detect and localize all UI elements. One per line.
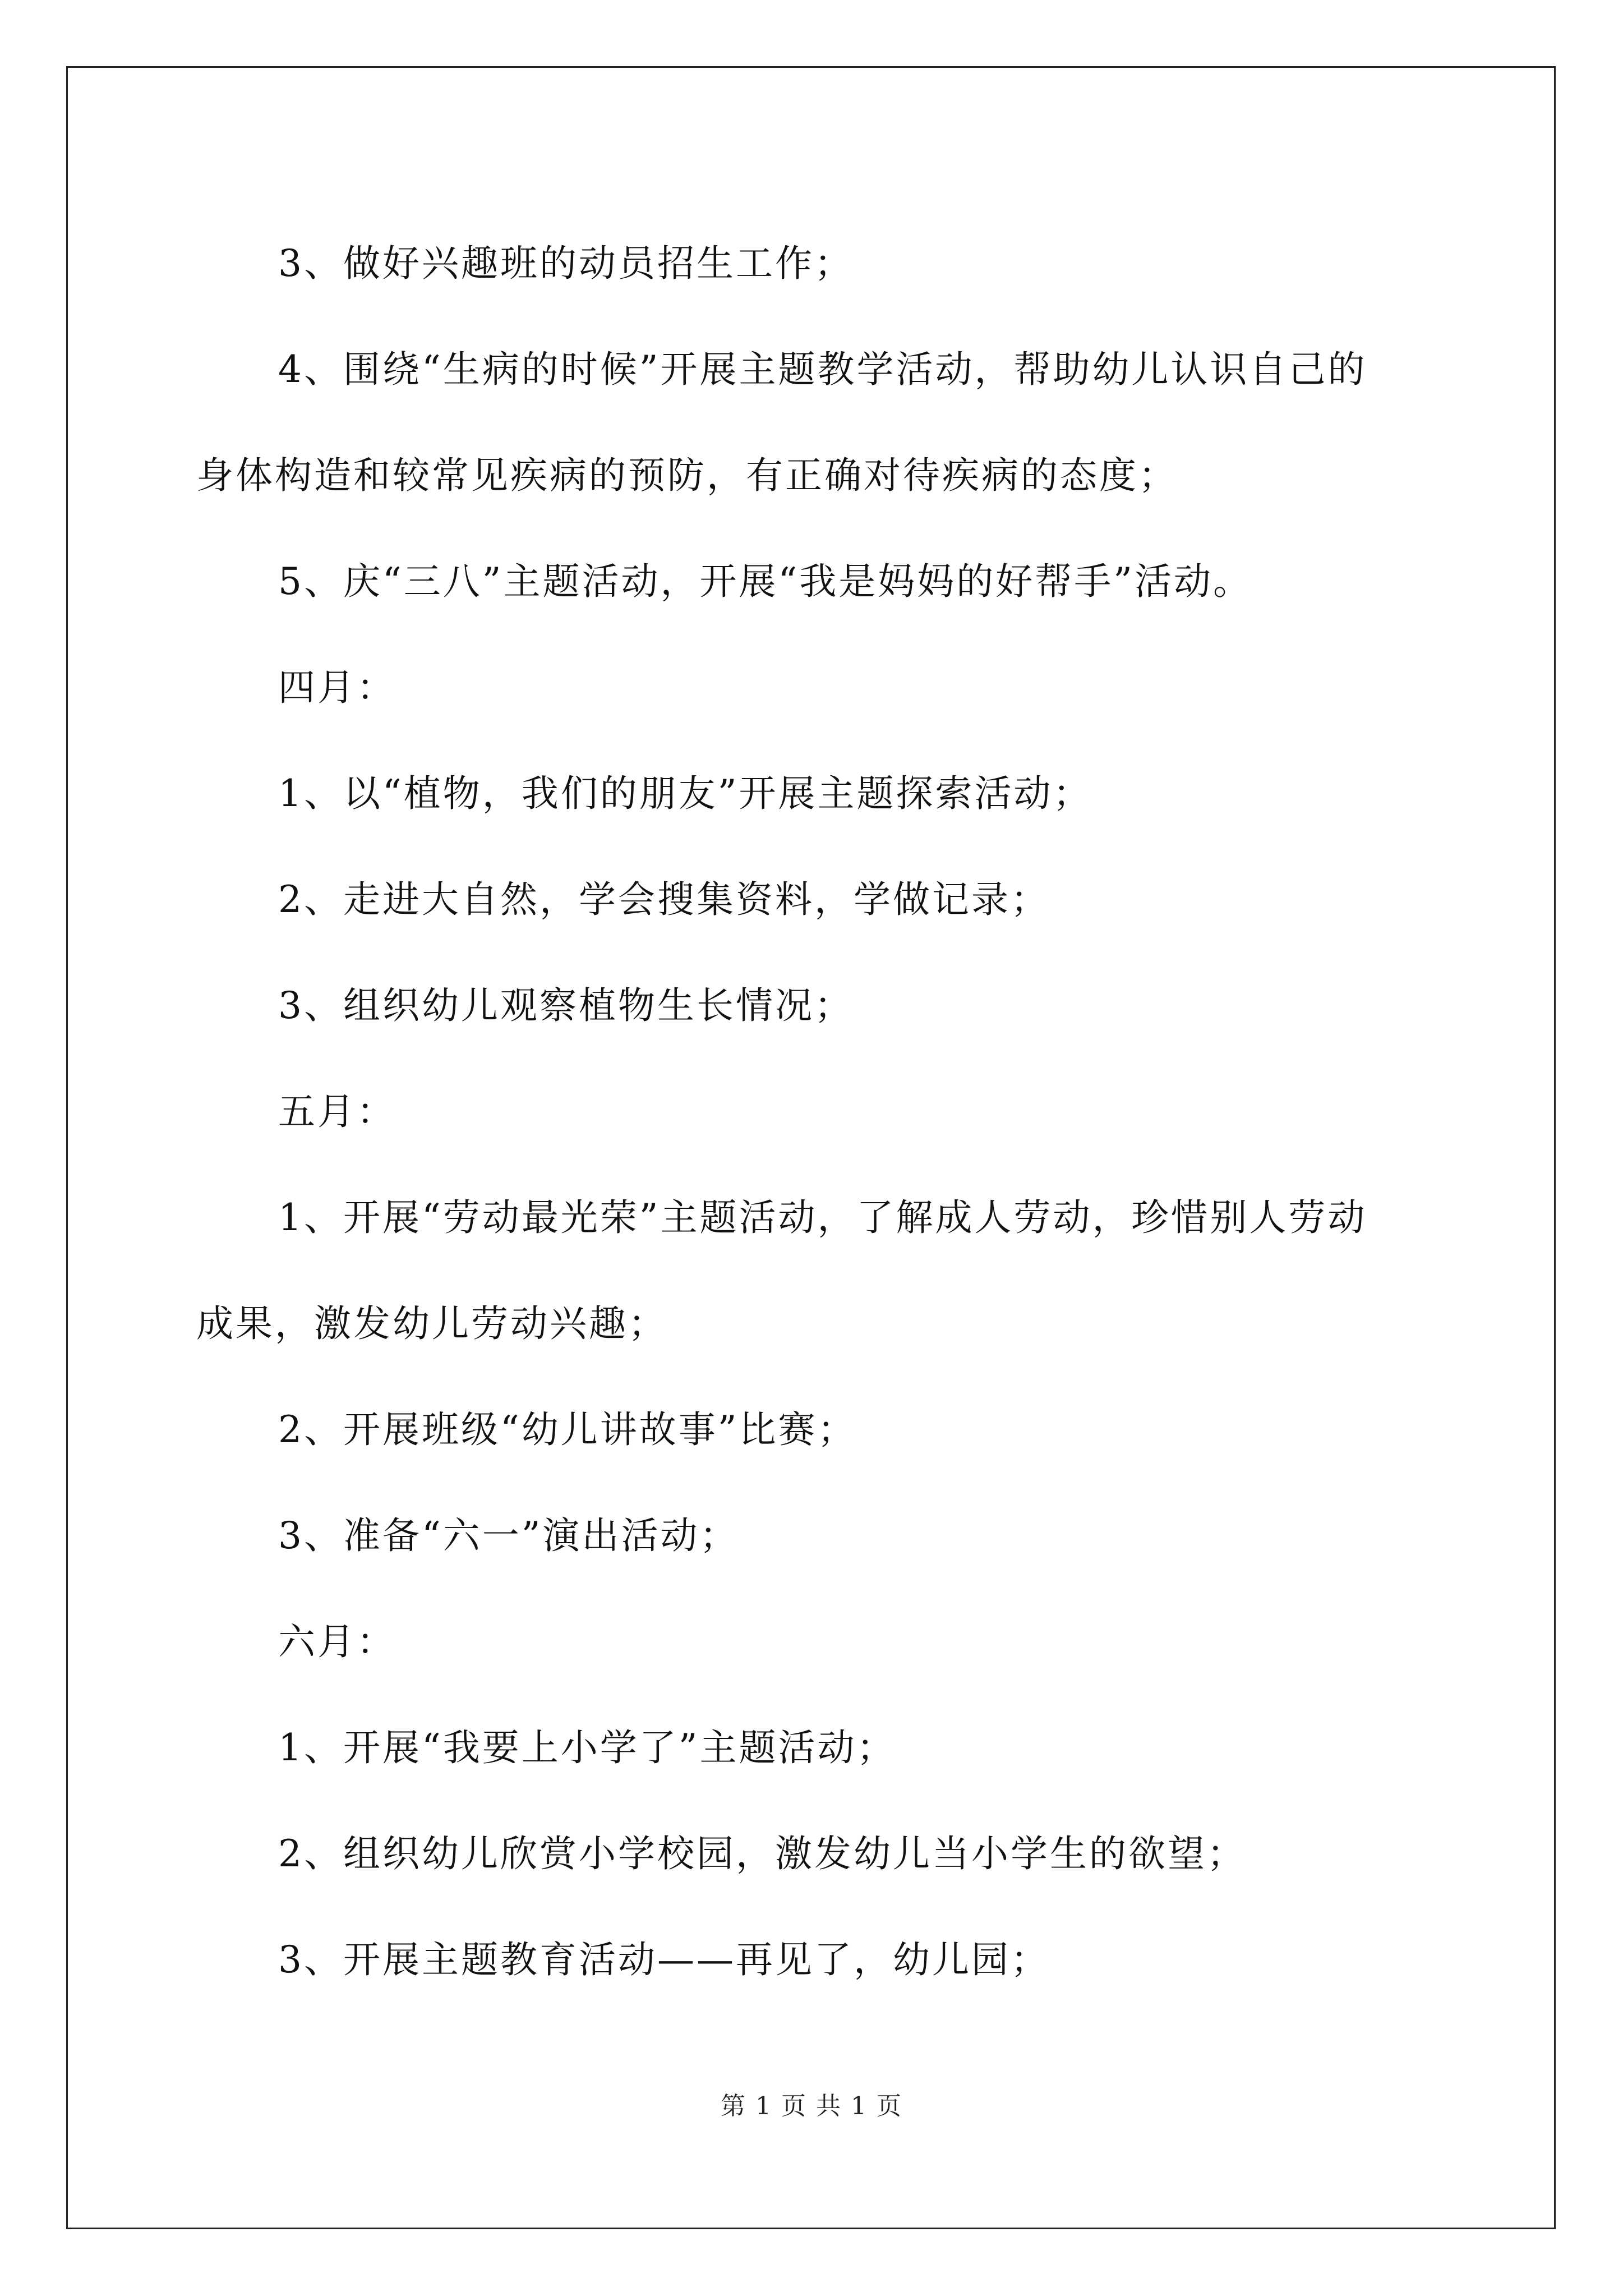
paragraph-line: 2、组织幼儿欣赏小学校园，激发幼儿当小学生的欲望；	[278, 1832, 1246, 1875]
paragraph-line: 1、开展“劳动最光荣”主题活动，了解成人劳动，珍惜别人劳动	[278, 1196, 1367, 1239]
paragraph-line: 成果，激发幼儿劳动兴趣；	[196, 1302, 667, 1345]
paragraph-line: 3、准备“六一”演出活动；	[278, 1514, 739, 1557]
section-heading-april: 四月：	[278, 666, 396, 709]
section-heading-may: 五月：	[278, 1090, 396, 1133]
paragraph-line: 3、做好兴趣班的动员招生工作；	[278, 242, 854, 285]
paragraph-line: 1、开展“我要上小学了”主题活动；	[278, 1726, 896, 1769]
paragraph-line: 1、以“植物，我们的朋友”开展主题探索活动；	[278, 772, 1092, 815]
paragraph-line: 2、开展班级“幼儿讲故事”比赛；	[278, 1408, 857, 1451]
paragraph-line: 4、围绕“生病的时候”开展主题教学活动，帮助幼儿认识自己的	[278, 348, 1367, 391]
paragraph-line: 身体构造和较常见疾病的预防，有正确对待疾病的态度；	[196, 454, 1178, 497]
paragraph-line: 3、组织幼儿观察植物生长情况；	[278, 984, 854, 1027]
paragraph-line: 5、庆“三八”主题活动，开展“我是妈妈的好帮手”活动。	[278, 560, 1252, 603]
page-number-footer: 第 1 页 共 1 页	[721, 2092, 902, 2120]
section-heading-june: 六月：	[278, 1620, 396, 1663]
paragraph-line: 2、走进大自然，学会搜集资料，学做记录；	[278, 878, 1050, 921]
document-body	[196, 210, 1430, 2013]
paragraph-line: 3、开展主题教育活动——再见了，幼儿园；	[278, 1938, 1050, 1981]
